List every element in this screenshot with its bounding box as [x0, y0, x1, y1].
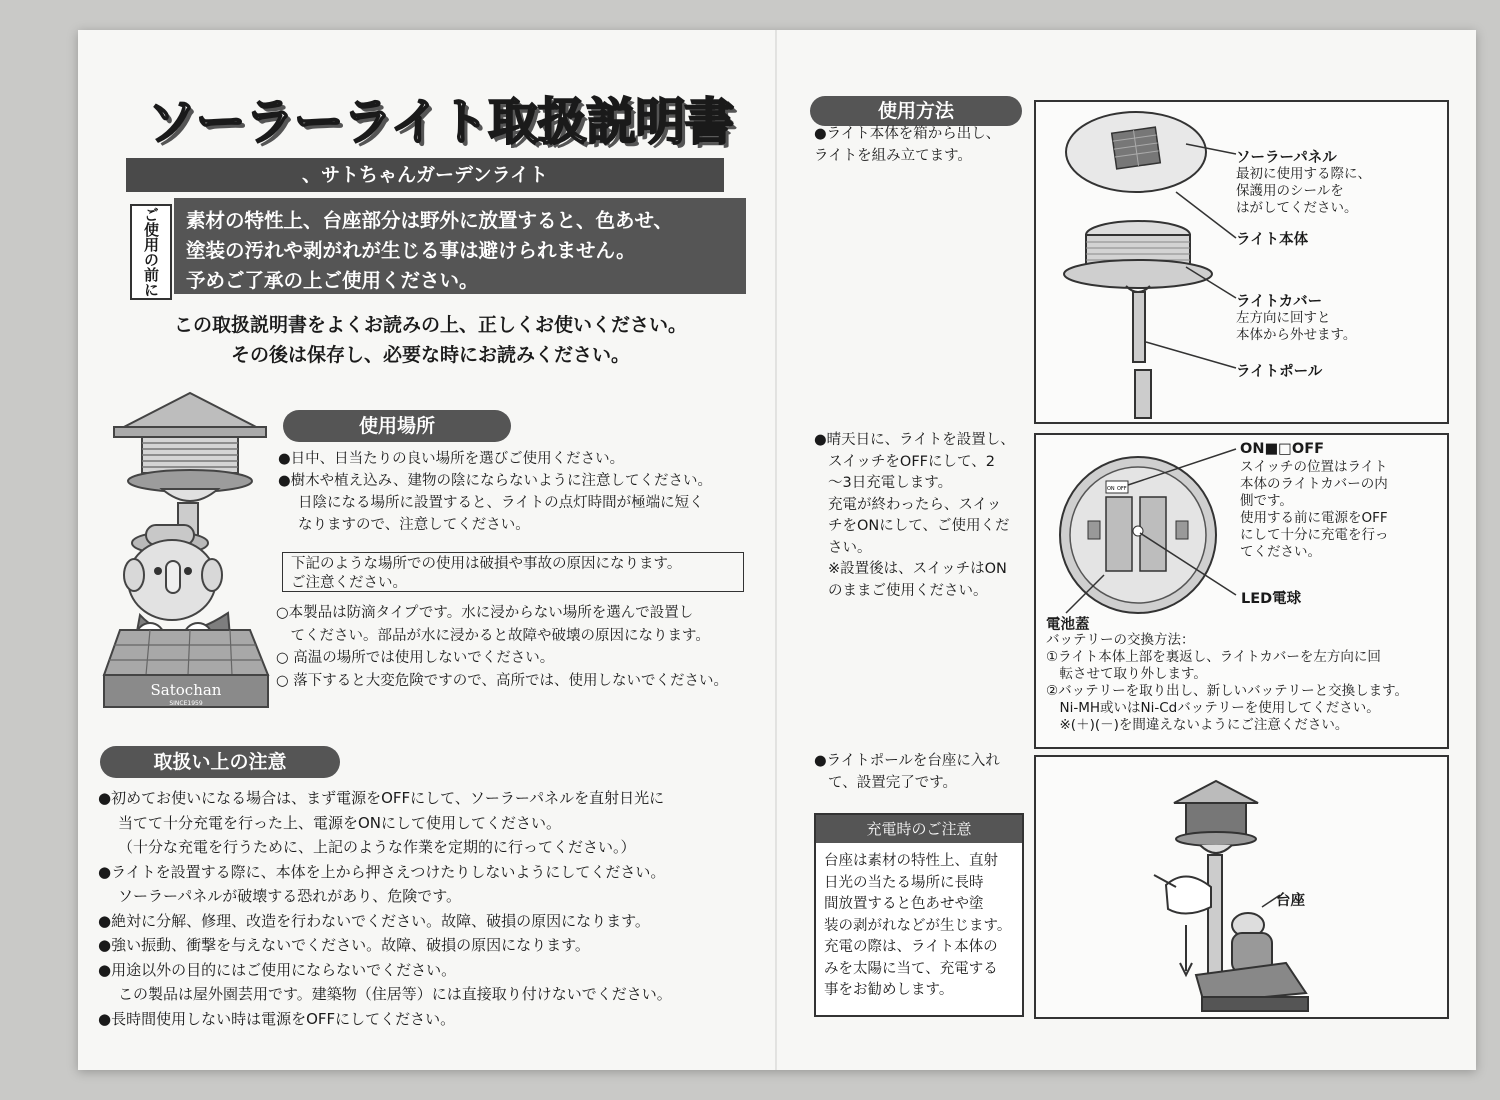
list-item: ○ 高温の場所では使用しないでください。 — [276, 650, 555, 666]
led-bulb-label: LED電球 — [1241, 591, 1302, 607]
list-item: 日陰になる場所に設置すると、ライトの点灯時間が極端に短く — [298, 495, 704, 511]
list-item: ○本製品は防滴タイプです。水に浸からない場所を選んで設置し — [276, 605, 694, 621]
list-item: ●日中、日当たりの良い場所を選びご使用ください。 — [278, 451, 625, 467]
switch-note: スイッチの位置はライト 本体のライトカバーの内 側です。 使用する前に電源をOFF にして十分に充電を行っ てください。 — [1240, 459, 1389, 560]
right-page — [777, 30, 1476, 1070]
warning-line: 素材の特性上、台座部分は野外に放置すると、色あせ、 — [186, 209, 673, 232]
install-diagram — [1034, 755, 1449, 1019]
step-line: ～3日充電します。 — [828, 475, 953, 491]
list-item: ●ライトを設置する際に、本体を上から押さえつけたりしないようにしてください。 — [98, 862, 666, 881]
charging-caution-box — [814, 813, 1024, 1017]
step-line: さい。 — [828, 539, 872, 556]
light-pole-label: ライトポール — [1236, 364, 1323, 380]
usage-heading: 使用方法 — [810, 96, 1022, 126]
switch-label: ON■□OFF — [1240, 441, 1324, 457]
read-notice-line: この取扱説明書をよくお読みの上、正しくお使いください。 — [173, 314, 687, 336]
character-light-illustration — [100, 375, 280, 710]
list-item: ●強い振動、衝撃を与えないでください。故障、破損の原因になります。 — [98, 936, 590, 954]
read-notice-line: その後は保存し、必要な時にお読みください。 — [230, 344, 630, 366]
solar-panel-note: 最初に使用する際に、 保護用のシールを はがしてください。 — [1236, 166, 1371, 216]
switch-mark-off: OFF — [1117, 486, 1127, 492]
switch-mark-on: ON — [1107, 486, 1115, 492]
list-item: ●絶対に分解、修理、改造を行わないでください。故障、破損の原因になります。 — [98, 911, 650, 930]
step-charge — [814, 430, 1024, 602]
install-drawing — [1036, 757, 1447, 1017]
light-cover-note: 左方向に回すと 本体から外せます。 — [1236, 310, 1357, 343]
warning-line: 塗装の汚れや剥がれが生じる事は避けられません。 — [186, 239, 636, 262]
read-notice — [118, 310, 743, 370]
step-line: ●晴天日に、ライトを設置し、 — [814, 432, 1015, 448]
list-item: 当てて十分充電を行った上、電源をONにして使用してください。 — [118, 813, 562, 832]
location-caution-list — [276, 602, 766, 692]
step-line: 充電が終わったら、スイッ — [828, 496, 1002, 513]
step-line: のままご使用ください。 — [828, 582, 988, 599]
battery-replacement-note: バッテリーの交換方法： ①ライト本体上部を裏返し、ライトカバーを左方向に回 転させて取り外します。 ②バッテリーを取り出し、新しいバッテリーと交換します。 Ni-MH或いはNi-Cdバッテリーを使用してください。 ※(＋)(－)を間違えないようにご注意ください。 — [1046, 632, 1409, 733]
figure-brand: Satochan — [150, 681, 222, 699]
location-warning-box — [282, 552, 744, 592]
warning-line: 予めご了承の上ご使用ください。 — [186, 269, 479, 292]
step-line: チをONにして、ご使用くだ — [828, 518, 1010, 534]
step-line: ライトを組み立てます。 — [814, 147, 972, 164]
charging-caution-body: 台座は素材の特性上、直射 日光の当たる場所に長時 間放置すると色あせや塗 装の剥がれなどが生じます。 充電の際は、ライト本体の みを太陽に当て、充電する 事をお勧めします。 — [824, 853, 1012, 998]
location-warning-line: ご注意ください。 — [291, 575, 407, 591]
switch-battery-diagram — [1034, 433, 1449, 749]
list-item: ●用途以外の目的にはご使用にならないでください。 — [98, 960, 457, 979]
charging-caution-title: 充電時のご注意 — [816, 815, 1022, 843]
list-item: てください。部品が水に浸かると故障や破壊の原因になります。 — [276, 627, 710, 644]
instruction-sheet — [78, 30, 1476, 1070]
list-item: ●長時間使用しない時は電源をOFFにしてください。 — [98, 1009, 456, 1028]
step-line: て、設置完了です。 — [828, 774, 958, 791]
step-line: ●ライト本体を箱から出し、 — [814, 126, 1001, 142]
step-line: スイッチをOFFにして、2 — [828, 453, 995, 470]
before-use-label: ご使用の前に — [130, 204, 172, 300]
left-page — [78, 30, 775, 1070]
step-assemble — [814, 124, 1024, 167]
list-item: ソーラーパネルが破壊する恐れがあり、危険です。 — [118, 887, 462, 905]
base-label: 台座 — [1276, 893, 1305, 909]
step-install — [814, 751, 1024, 794]
handling-heading: 取扱い上の注意 — [100, 746, 340, 778]
light-body-label: ライト本体 — [1236, 232, 1309, 248]
figure-since: SINCE1959 — [169, 700, 203, 707]
battery-lid-label: 電池蓋 — [1046, 617, 1090, 633]
location-warning-line: 下記のような場所での使用は破損や事故の原因になります。 — [291, 556, 682, 572]
location-list — [278, 448, 758, 536]
list-item: ●初めてお使いになる場合は、まず電源をOFFにして、ソーラーパネルを直射日光に — [98, 789, 665, 807]
step-line: ●ライトポールを台座に入れ — [814, 753, 1000, 769]
list-item: ●樹木や植え込み、建物の陰にならないように注意してください。 — [278, 473, 713, 489]
list-item: なりますので、注意してください。 — [298, 517, 530, 533]
handling-list — [98, 786, 768, 1031]
list-item: ○ 落下すると大変危険ですので、高所では、使用しないでください。 — [276, 672, 728, 689]
parts-diagram — [1034, 100, 1449, 424]
step-line: ※設置後は、スイッチはON — [828, 561, 1007, 577]
material-warning — [174, 198, 746, 294]
list-item: （十分な充電を行うために、上記のような作業を定期的に行ってください。） — [118, 838, 636, 856]
solar-panel-label: ソーラーパネル — [1236, 150, 1337, 166]
main-title: ソーラーライト取扱説明書 — [146, 93, 734, 151]
list-item: この製品は屋外園芸用です。建築物（住居等）には直接取り付けないでください。 — [118, 985, 672, 1003]
location-heading: 使用場所 — [283, 410, 511, 442]
light-cover-label: ライトカバー — [1236, 294, 1323, 310]
product-subtitle: 、サトちゃんガーデンライト — [126, 158, 724, 192]
